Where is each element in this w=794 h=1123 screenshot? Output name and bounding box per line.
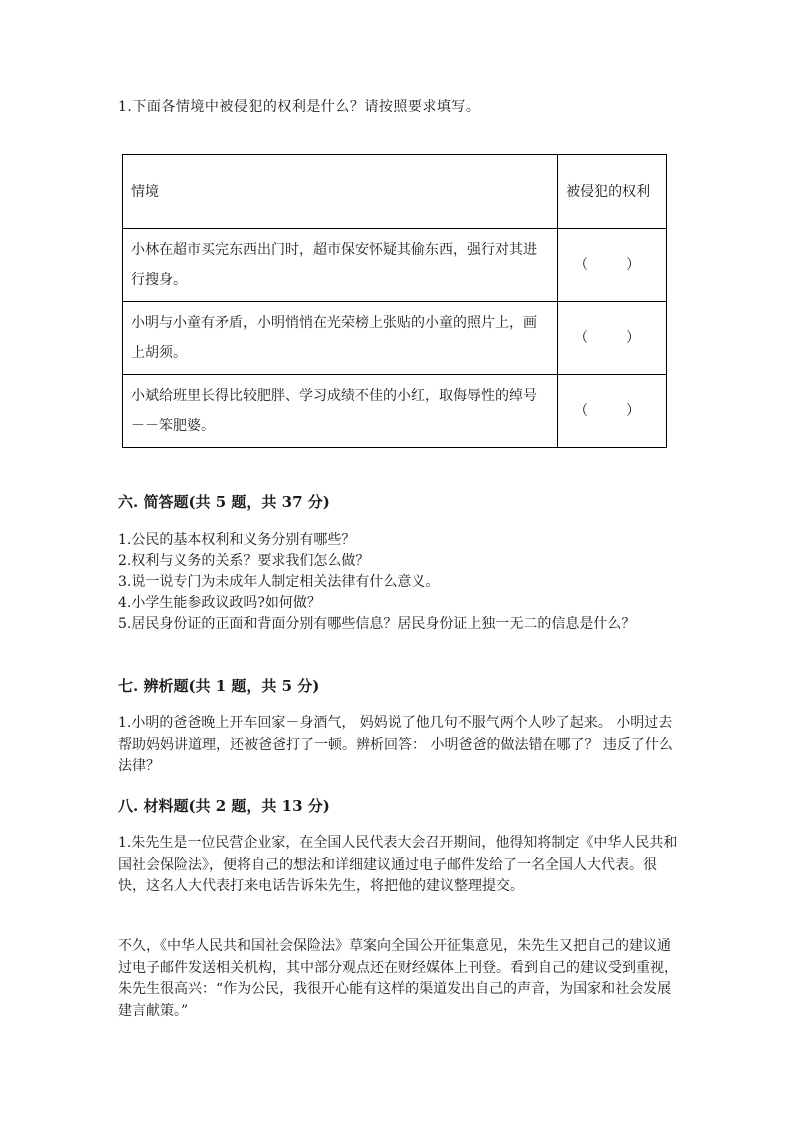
close-paren: ） <box>626 257 641 273</box>
scene-cell: 小斌给班里长得比较肥胖、学习成绩不佳的小红，取侮辱性的绰号－－笨肥婆。 <box>123 375 558 448</box>
scene-cell: 小明与小童有矛盾，小明悄悄在光荣榜上张贴的小童的照片上，画上胡须。 <box>123 302 558 375</box>
open-paren: （ <box>574 403 589 419</box>
answer-cell[interactable] <box>558 302 667 375</box>
section-8-paragraph-2: 不久，《中华人民共和国社会保险法》草案向全国公开征集意见，朱先生又把自己的建议通过电子邮件发送相关机构，其中部分观点还在财经媒体上刊登。看到自己的建议受到重视，朱先生很高兴：“作为公民，我很开心能有这样的渠道发出自己的声音，为国家和社会发展建言献策。” <box>118 938 678 1019</box>
section-7-title: 七. 辨析题(共 1 题，共 5 分) <box>118 677 320 695</box>
table-row <box>123 229 667 302</box>
table-row <box>123 302 667 375</box>
answer-cell[interactable] <box>558 229 667 302</box>
open-paren: （ <box>574 257 589 273</box>
section-8-title: 八. 材料题(共 2 题，共 13 分) <box>118 797 330 815</box>
close-paren: ） <box>626 330 641 346</box>
list-item: 3.说一说专门为未成年人制定相关法律有什么意义。 <box>118 574 440 590</box>
table-row <box>123 375 667 448</box>
header-right: 被侵犯的权利 <box>558 155 667 229</box>
list-item: 2.权利与义务的关系？要求我们怎么做？ <box>118 553 370 569</box>
question-intro: 1.下面各情境中被侵犯的权利是什么？请按照要求填写。 <box>118 99 481 115</box>
close-paren: ） <box>626 403 641 419</box>
list-item: 5.居民身份证的正面和背面分别有哪些信息？居民身份证上独一无二的信息是什么？ <box>118 616 636 632</box>
table-header-row <box>123 155 667 229</box>
header-scene: 情境 <box>123 155 558 229</box>
section-6-title: 六. 简答题(共 5 题，共 37 分) <box>118 493 330 511</box>
rights-table <box>122 154 667 448</box>
open-paren: （ <box>574 330 589 346</box>
answer-cell[interactable] <box>558 375 667 448</box>
section-8-paragraph-1: 1.朱先生是一位民营企业家，在全国人民代表大会召开期间，他得知将制定《中华人民共和国社会保险法》，便将自己的想法和详细建议通过电子邮件发给了一名全国人大代表。很快，这名人大代表打来电话告诉朱先生，将把他的建议整理提交。 <box>118 835 678 894</box>
section-7-question: 1.小明的爸爸晚上开车回家－身酒气， 妈妈说了他几句不服气两个人吵了起来。 小明过去帮助妈妈讲道理，还被爸爸打了一顿。辨析回答： 小明爸爸的做法错在哪了？ 违反了什么法律？ <box>118 715 673 774</box>
section-6-questions <box>118 530 678 635</box>
scene-cell: 小林在超市买完东西出门时，超市保安怀疑其偷东西，强行对其进行搜身。 <box>123 229 558 302</box>
list-item: 1.公民的基本权利和义务分别有哪些？ <box>118 532 356 548</box>
list-item: 4.小学生能参政议政吗?如何做？ <box>118 595 321 611</box>
